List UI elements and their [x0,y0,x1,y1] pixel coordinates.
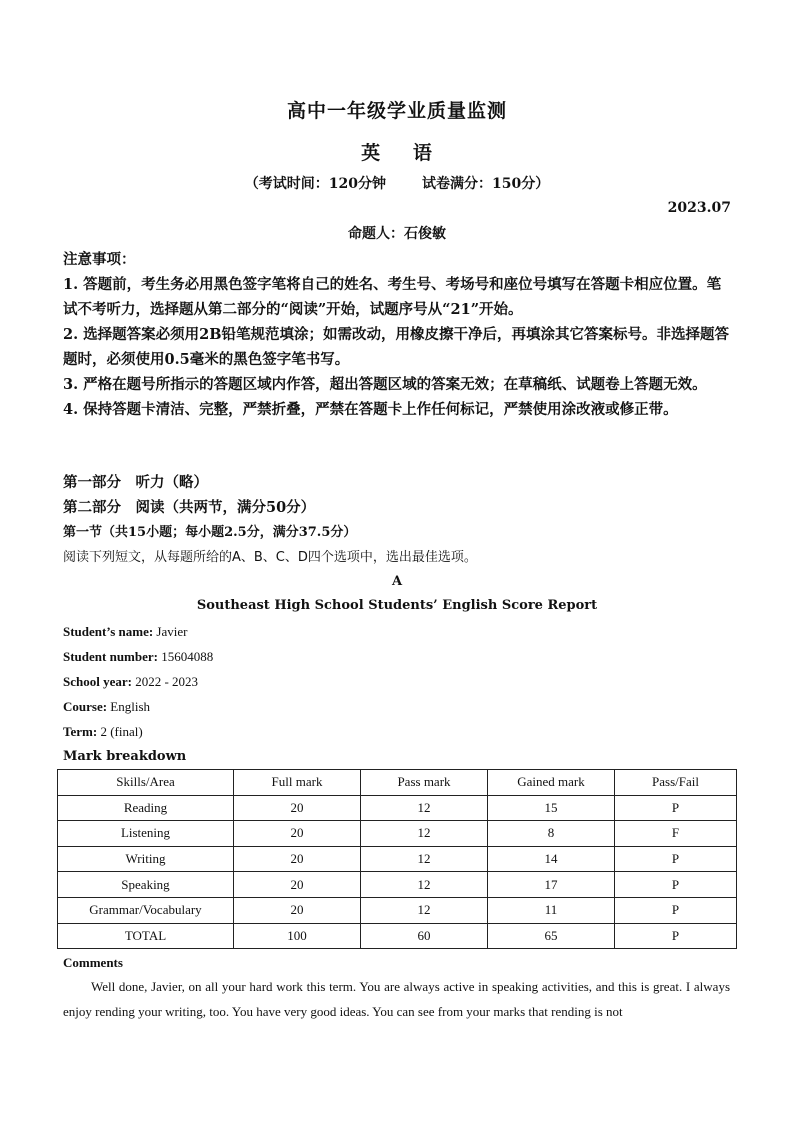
table-cell: 12 [361,846,488,872]
course: English [110,699,151,714]
subject-char-1: 英 [361,142,382,164]
mark-breakdown-heading: Mark breakdown [63,749,187,764]
exam-time: （考试时间：120分钟 [244,176,386,192]
course-label: Course: [63,699,108,714]
table-cell: 11 [488,897,615,923]
course-line [63,699,150,715]
table-cell: 20 [234,795,361,821]
table-row [58,897,737,923]
comments-text: Well done, Javier, on all your hard work this term. You are always active in speaking activities, and this is great. I always enjoy rending your writing, too. You have very good ideas. You can see from your marks that rending is not [63,979,730,1019]
passage-letter: A [391,574,403,589]
student-number: 15604088 [161,649,214,664]
table-cell: 12 [361,821,488,847]
student-name: Javier [156,624,188,639]
table-cell: 14 [488,846,615,872]
exam-date: 2023.07 [667,200,731,216]
column-header: Gained mark [488,770,615,796]
exam-info [0,173,794,193]
table-row [58,795,737,821]
table-cell: P [615,846,737,872]
student-name-label: Student’s name: [63,624,154,639]
table-cell: 65 [488,923,615,949]
page-title: 高中一年级学业质量监测 [286,100,507,122]
notes-section [63,247,733,422]
table-cell: P [615,872,737,898]
table-cell: Listening [58,821,234,847]
table-cell: 100 [234,923,361,949]
table-cell: 12 [361,897,488,923]
full-score: 试卷满分：150分） [422,176,550,192]
column-header: Pass mark [361,770,488,796]
student-number-line [63,649,213,665]
table-cell: 20 [234,872,361,898]
notes-heading: 注意事项： [63,251,136,268]
student-number-label: Student number: [63,649,158,664]
table-cell: TOTAL [58,923,234,949]
table-cell: 15 [488,795,615,821]
comments-heading: Comments [63,955,123,970]
note-item: 2. 选择题答案必须用2B铅笔规范填涂；如需改动，用橡皮擦干净后，再填涂其它答案标号。非选择题答题时，必须使用0.5毫米的黑色签字笔书写。 [63,326,730,368]
table-cell: Writing [58,846,234,872]
table-cell: 20 [234,821,361,847]
table-header-row [58,770,737,796]
section-1-heading: 第一节（共15小题；每小题2.5分，满分37.5分） [63,525,357,540]
parts-section [63,470,733,520]
school-year-line [63,674,198,690]
school-year-label: School year: [63,674,132,689]
table-row [58,872,737,898]
table-cell: Reading [58,795,234,821]
student-name-line [63,624,187,640]
table-cell: 20 [234,897,361,923]
table-cell: 12 [361,795,488,821]
subject-char-2: 语 [412,142,433,164]
score-table [57,769,737,949]
table-cell: F [615,821,737,847]
table-cell: 17 [488,872,615,898]
table-cell: P [615,923,737,949]
table-cell: P [615,897,737,923]
table-cell: 20 [234,846,361,872]
column-header: Full mark [234,770,361,796]
table-cell: 8 [488,821,615,847]
table-cell: P [615,795,737,821]
table-cell: Grammar/Vocabulary [58,897,234,923]
table-cell: 60 [361,923,488,949]
column-header: Pass/Fail [615,770,737,796]
column-header: Skills/Area [58,770,234,796]
table-row-total [58,923,737,949]
author: 命题人：石俊敏 [348,226,446,242]
note-item: 1. 答题前，考生务必用黑色签字笔将自己的姓名、考生号、考场号和座位号填写在答题卡相应位置。笔试不考听力，选择题从第二部分的“阅读”开始，试题序号从“21”开始。 [63,276,722,318]
table-row [58,821,737,847]
term-label: Term: [63,724,98,739]
note-item: 3. 严格在题号所指示的答题区域内作答，超出答题区域的答案无效；在草稿纸、试题卷上答题无效。 [63,376,707,393]
part-2-heading: 第二部分 阅读（共两节，满分50分） [63,499,316,516]
table-row [58,846,737,872]
note-item: 4. 保持答题卡清洁、完整，严禁折叠，严禁在答题卡上作任何标记，严禁使用涂改液或修正带。 [63,401,678,418]
table-cell: 12 [361,872,488,898]
report-title: Southeast High School Students’ English Score Report [196,598,598,613]
school-year: 2022 - 2023 [135,674,199,689]
part-1-heading: 第一部分 听力（略） [63,474,208,491]
table-cell: Speaking [58,872,234,898]
term-line [63,724,143,740]
reading-instruction: 阅读下列短文，从每题所给的A、B、C、D四个选项中，选出最佳选项。 [63,550,477,565]
subject-title [0,138,794,165]
term: 2 (final) [100,724,143,739]
